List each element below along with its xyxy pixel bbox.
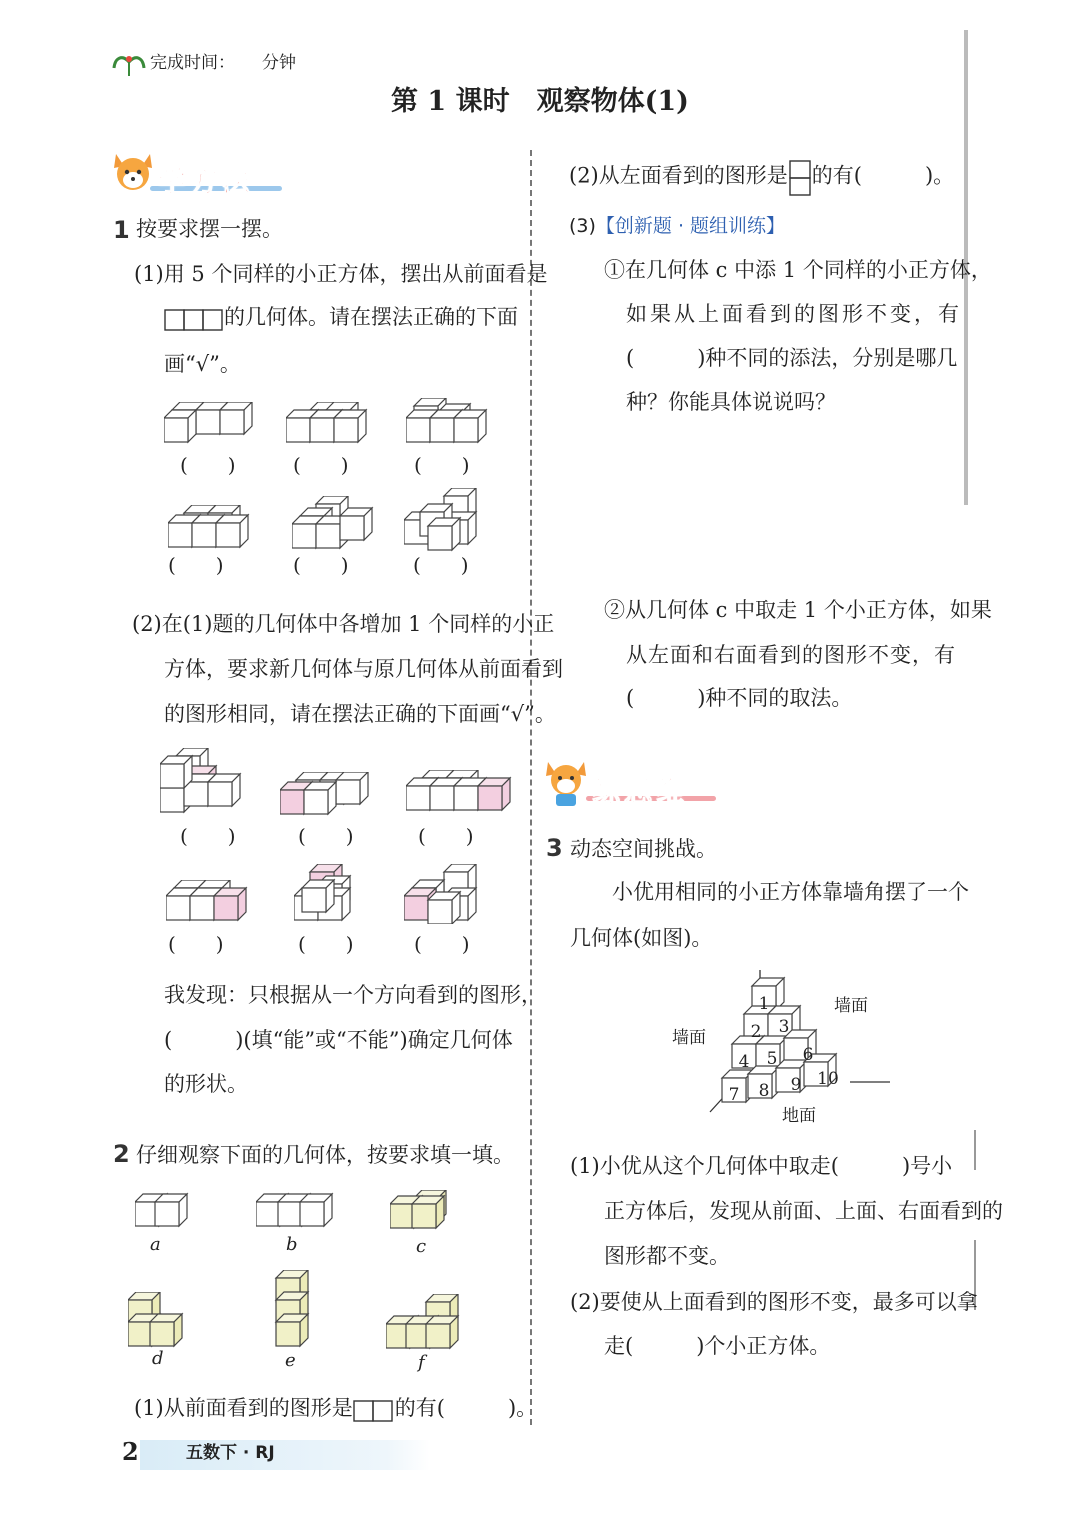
cube-label: 5 bbox=[766, 1049, 778, 1069]
q1-answer-blank[interactable]: ( ) bbox=[298, 824, 354, 848]
q2-title: 仔细观察下面的几何体，按要求填一填。 bbox=[136, 1143, 514, 1167]
footer-band bbox=[140, 1440, 430, 1470]
q1-answer-blank[interactable]: ( ) bbox=[180, 453, 236, 477]
q2-sub3-2-line3[interactable]: ( )种不同的取法。 bbox=[626, 686, 853, 710]
q1-answer-blank[interactable]: ( ) bbox=[414, 453, 470, 477]
q1-figure-3 bbox=[406, 398, 496, 444]
q2-sub3-header: (3)【创新题 · 题组训练】 bbox=[569, 215, 786, 237]
q1-answer-blank[interactable]: ( ) bbox=[180, 824, 236, 848]
q2a-figure-1 bbox=[160, 748, 250, 818]
q1-answer-blank[interactable]: ( ) bbox=[298, 932, 354, 956]
discovery-line1: 我发现：只根据从一个方向看到的图形， bbox=[164, 983, 542, 1007]
q1-sub2-line3: 的图形相同，请在摆法正确的下面画“√”。 bbox=[164, 702, 556, 726]
cube-label: 2 bbox=[750, 1022, 762, 1042]
cube-label: 6 bbox=[802, 1045, 814, 1065]
q1-answer-blank[interactable]: ( ) bbox=[418, 824, 474, 848]
q2-figure-a bbox=[135, 1192, 195, 1228]
q3-title: 动态空间挑战。 bbox=[570, 837, 717, 861]
q2-figure-d bbox=[128, 1292, 198, 1348]
q1-answer-blank[interactable]: ( ) bbox=[414, 932, 470, 956]
q2-label-f: f bbox=[418, 1352, 425, 1373]
q2a-figure-3 bbox=[406, 770, 516, 816]
column-divider bbox=[530, 150, 532, 1425]
q3-sub2-line1: (2)要使从上面看到的图形不变，最多可以拿 bbox=[570, 1290, 978, 1314]
q3-sub1-line3: 图形都不变。 bbox=[604, 1244, 730, 1268]
cube-label: 4 bbox=[738, 1052, 750, 1072]
cube-label: 7 bbox=[728, 1085, 740, 1105]
q1-sub1-line1: (1)用 5 个同样的小正方体，摆出从前面看是 bbox=[134, 262, 548, 286]
book-label: 五数下 · RJ bbox=[186, 1443, 275, 1463]
q2a-figure-6 bbox=[404, 864, 494, 924]
page-title: 第 1 课时 观察物体(1) bbox=[391, 86, 689, 117]
section-practice-banner bbox=[542, 758, 722, 810]
q2-sub3-2-line1: ②从几何体 c 中取走 1 个小正方体，如果 bbox=[604, 598, 992, 622]
q2-sub3-1-line3[interactable]: ( )种不同的添法，分别是哪几 bbox=[626, 346, 958, 370]
cube-label: 8 bbox=[758, 1081, 770, 1101]
q2-sub2: (2)从左面看到的图形是 的有( )。 bbox=[569, 160, 954, 196]
q2-figure-b bbox=[256, 1192, 336, 1228]
q1-answer-blank[interactable]: ( ) bbox=[413, 553, 469, 577]
cube-label: 10 bbox=[817, 1069, 839, 1089]
q1-figure-5 bbox=[292, 496, 382, 552]
q2-label-b: b bbox=[286, 1234, 298, 1255]
three-squares-shape bbox=[164, 309, 224, 331]
q3-stair-figure bbox=[700, 966, 900, 1126]
ground-label: 地面 bbox=[782, 1106, 816, 1126]
page-number: 2 bbox=[122, 1437, 139, 1466]
section-learn-title: 学方法 bbox=[158, 165, 255, 198]
q2-label-d: d bbox=[152, 1348, 164, 1369]
page-edge-line bbox=[974, 1130, 976, 1170]
sprout-icon bbox=[112, 50, 146, 78]
wall-right-label: 墙面 bbox=[834, 996, 868, 1016]
q3-sub1-line1[interactable]: (1)小优从这个几何体中取走( )号小 bbox=[570, 1154, 953, 1178]
wall-left-label: 墙面 bbox=[672, 1028, 706, 1048]
q1-answer-blank[interactable]: ( ) bbox=[168, 553, 224, 577]
q1-answer-blank[interactable]: ( ) bbox=[293, 553, 349, 577]
q2a-figure-4 bbox=[166, 880, 256, 926]
section-practice-title: 练思维 bbox=[592, 775, 689, 808]
cube-label: 3 bbox=[778, 1017, 790, 1037]
q2-sub3-1-line2: 如果从上面看到的图形不变，有 bbox=[626, 302, 962, 326]
q1-sub2-line1: (2)在(1)题的几何体中各增加 1 个同样的小正 bbox=[132, 612, 555, 636]
q2-sub3-1-line4: 种？你能具体说说吗？ bbox=[626, 390, 836, 414]
q1-title: 按要求摆一摆。 bbox=[136, 217, 283, 241]
q2a-figure-2 bbox=[280, 772, 370, 818]
two-stacked-squares-shape bbox=[788, 160, 812, 196]
q3-sub2-line2[interactable]: 走( )个小正方体。 bbox=[604, 1334, 831, 1358]
q1-number: 1 bbox=[113, 216, 130, 244]
q2-label-c: c bbox=[416, 1236, 427, 1257]
q1-sub1-line2: 的几何体。请在摆法正确的下面 bbox=[164, 307, 518, 331]
q2-sub1: (1)从前面看到的图形是 的有( )。 bbox=[134, 1398, 537, 1423]
two-squares-shape bbox=[353, 1399, 395, 1423]
q2-label-e: e bbox=[285, 1350, 296, 1371]
q1-figure-4 bbox=[168, 505, 258, 551]
q2-figure-f bbox=[386, 1294, 466, 1350]
q2-sub3-2-line2: 从左面和右面看到的图形不变，有 bbox=[626, 643, 956, 667]
q3-intro-line2: 几何体(如图)。 bbox=[570, 926, 713, 950]
cube-label: 9 bbox=[790, 1075, 802, 1095]
q1-figure-2 bbox=[286, 402, 376, 448]
cube-label: 1 bbox=[758, 994, 770, 1014]
q1-sub1-line3: 画“√”。 bbox=[164, 352, 241, 376]
innovation-tag: 【创新题 · 题组训练】 bbox=[595, 215, 786, 237]
q2-figure-e bbox=[274, 1270, 314, 1350]
q1-sub2-line2: 方体，要求新几何体与原几何体从前面看到 bbox=[164, 657, 563, 681]
q2-figure-c bbox=[390, 1190, 460, 1230]
q1-figure-1 bbox=[164, 402, 254, 448]
time-label: 完成时间： bbox=[150, 53, 235, 73]
minutes-label: 分钟 bbox=[262, 53, 296, 73]
q3-number: 3 bbox=[546, 834, 563, 862]
q2-sub3-1-line1: ①在几何体 c 中添 1 个同样的小正方体， bbox=[604, 258, 992, 282]
fox-mascot-icon bbox=[542, 758, 590, 808]
q1-answer-blank[interactable]: ( ) bbox=[168, 932, 224, 956]
q1-figure-6 bbox=[404, 488, 494, 552]
q2-label-a: a bbox=[150, 1234, 161, 1255]
section-learn-banner bbox=[110, 150, 280, 198]
q3-intro-line1: 小优用相同的小正方体靠墙角摆了一个 bbox=[612, 880, 969, 904]
header bbox=[112, 50, 412, 80]
q2-number: 2 bbox=[113, 1140, 130, 1168]
discovery-line3: 的形状。 bbox=[164, 1072, 248, 1096]
q2a-figure-5 bbox=[294, 864, 384, 924]
discovery-line2[interactable]: ( )(填“能”或“不能”)确定几何体 bbox=[164, 1028, 513, 1052]
q1-answer-blank[interactable]: ( ) bbox=[293, 453, 349, 477]
q3-sub1-line2: 正方体后，发现从前面、上面、右面看到的 bbox=[604, 1199, 1003, 1223]
